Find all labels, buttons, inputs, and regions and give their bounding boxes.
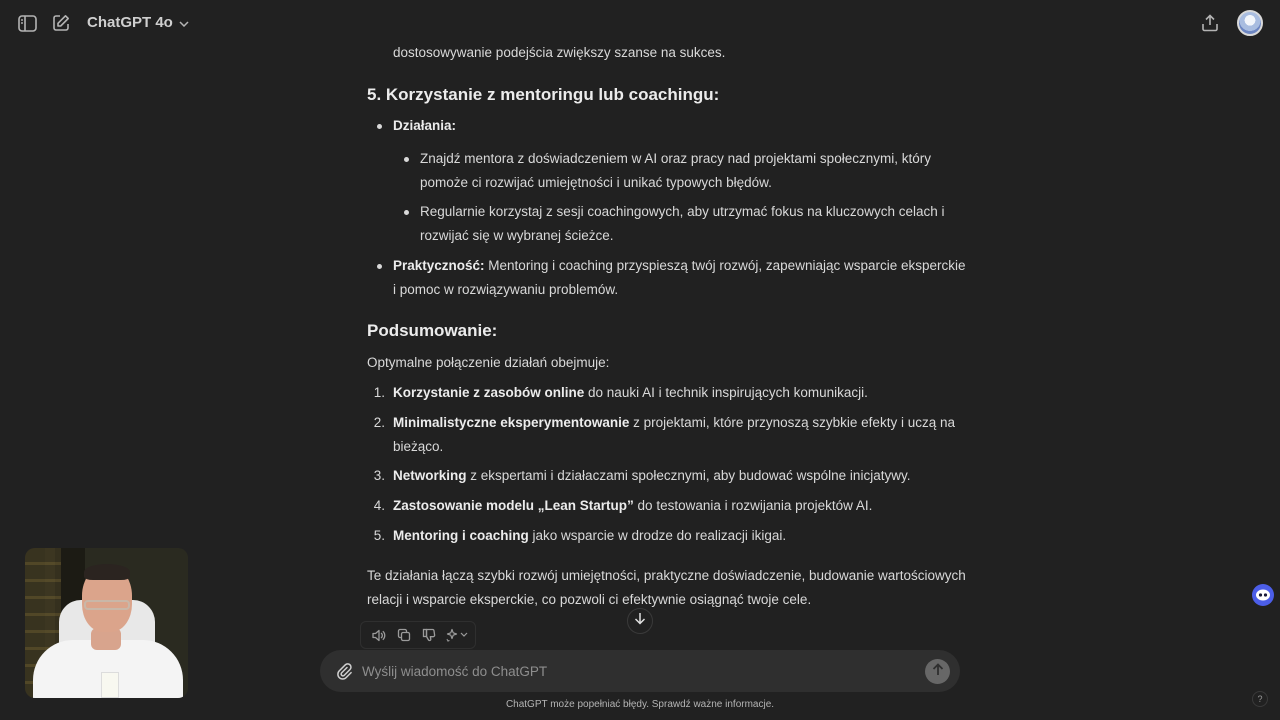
list-item: [393, 254, 973, 301]
regenerate-icon[interactable]: [444, 626, 470, 645]
list-number: 2.: [373, 415, 385, 430]
share-icon[interactable]: [1200, 13, 1220, 33]
chevron-down-icon: [179, 14, 189, 31]
bold-label: Networking: [393, 468, 467, 483]
list-item-text: jako wsparcie w drodze do realizacji ikigai.: [528, 528, 787, 543]
list-number: 3.: [373, 468, 385, 483]
arrow-down-icon: [634, 612, 646, 630]
list-item-line: rozwijać się w wybranej ścieżce.: [420, 227, 614, 243]
copy-icon[interactable]: [394, 626, 413, 645]
list-item: [373, 524, 973, 548]
list-item: [420, 200, 960, 247]
model-selector[interactable]: [87, 14, 189, 31]
bold-label: Działania:: [393, 118, 457, 133]
section-heading: 5. Korzystanie z mentoringu lub coachingu:: [367, 85, 720, 104]
disclaimer: ChatGPT może popełniać błędy. Sprawdź ważne informacje.: [505, 699, 775, 710]
bold-label: Minimalistyczne eksperymentowanie: [393, 415, 630, 430]
closing-line: Te działania łączą szybki rozwój umiejętności, praktyczne doświadczenie, budowanie wartościowych: [367, 568, 966, 583]
message-actions: [360, 621, 476, 649]
list-item-line: pomoże ci rozwijać umiejętności i unikać typowych błędów.: [420, 174, 772, 190]
list-number: 5.: [373, 528, 385, 543]
summary-heading: Podsumowanie:: [367, 321, 498, 340]
list-item-text: Mentoring i coaching przyspieszą twój rozwój, zapewniając wsparcie eksperckie: [484, 258, 966, 273]
paperclip-icon[interactable]: [334, 661, 354, 681]
thumbs-down-icon[interactable]: [419, 626, 438, 645]
read-aloud-icon[interactable]: [369, 626, 388, 645]
webcam-overlay: [25, 548, 188, 698]
model-name: ChatGPT 4o: [87, 14, 173, 31]
bold-label: Mentoring i coaching: [393, 528, 529, 543]
extension-icon[interactable]: [1252, 584, 1274, 606]
avatar[interactable]: [1237, 10, 1263, 36]
sidebar-toggle-icon[interactable]: [17, 13, 37, 33]
bold-label: Zastosowanie modelu „Lean Startup”: [393, 498, 634, 513]
new-chat-icon[interactable]: [51, 13, 71, 33]
message-composer: [320, 650, 960, 692]
list-item-line: bieżąco.: [393, 438, 444, 454]
message-input[interactable]: [362, 659, 902, 683]
list-item: [393, 114, 456, 138]
message-text: dostosowywanie podejścia zwiększy szanse na sukces.: [393, 45, 726, 60]
list-item: [373, 411, 973, 458]
top-bar: [0, 0, 1280, 46]
list-item-line: Regularnie korzystaj z sesji coachingowych, aby utrzymać fokus na kluczowych celach i: [420, 204, 945, 219]
list-item-text: z projektami, które przynoszą szybkie efekty i uczą na: [629, 415, 955, 430]
list-item: [420, 147, 960, 194]
list-item-text: do nauki AI i technik inspirujących komunikacji.: [584, 385, 868, 400]
summary-intro: Optymalne połączenie działań obejmuje:: [367, 355, 610, 370]
list-item-text: z ekspertami i działaczami społecznymi, aby budować wspólne inicjatywy.: [466, 468, 911, 483]
bold-label: Praktyczność:: [393, 258, 485, 273]
help-button[interactable]: ?: [1252, 691, 1268, 707]
list-item-line: Znajdź mentora z doświadczeniem w AI oraz pracy nad projektami społecznymi, który: [420, 151, 931, 166]
scroll-down-button[interactable]: [627, 608, 653, 634]
list-item: [373, 464, 973, 488]
list-item: [373, 494, 973, 518]
send-button[interactable]: [925, 659, 950, 684]
bold-label: Korzystanie z zasobów online: [393, 385, 585, 400]
list-item: [373, 381, 973, 405]
list-number: 4.: [373, 498, 385, 513]
list-number: 1.: [373, 385, 385, 400]
arrow-up-icon: [932, 663, 944, 681]
list-item-line: i pomoc w rozwiązywaniu problemów.: [393, 281, 619, 297]
list-item-text: do testowania i rozwijania projektów AI.: [633, 498, 873, 513]
summary-closing: [367, 564, 967, 611]
closing-line: relacji i wsparcie eksperckie, co pozwoli ci efektywnie osiągnąć twoje cele.: [367, 591, 812, 607]
